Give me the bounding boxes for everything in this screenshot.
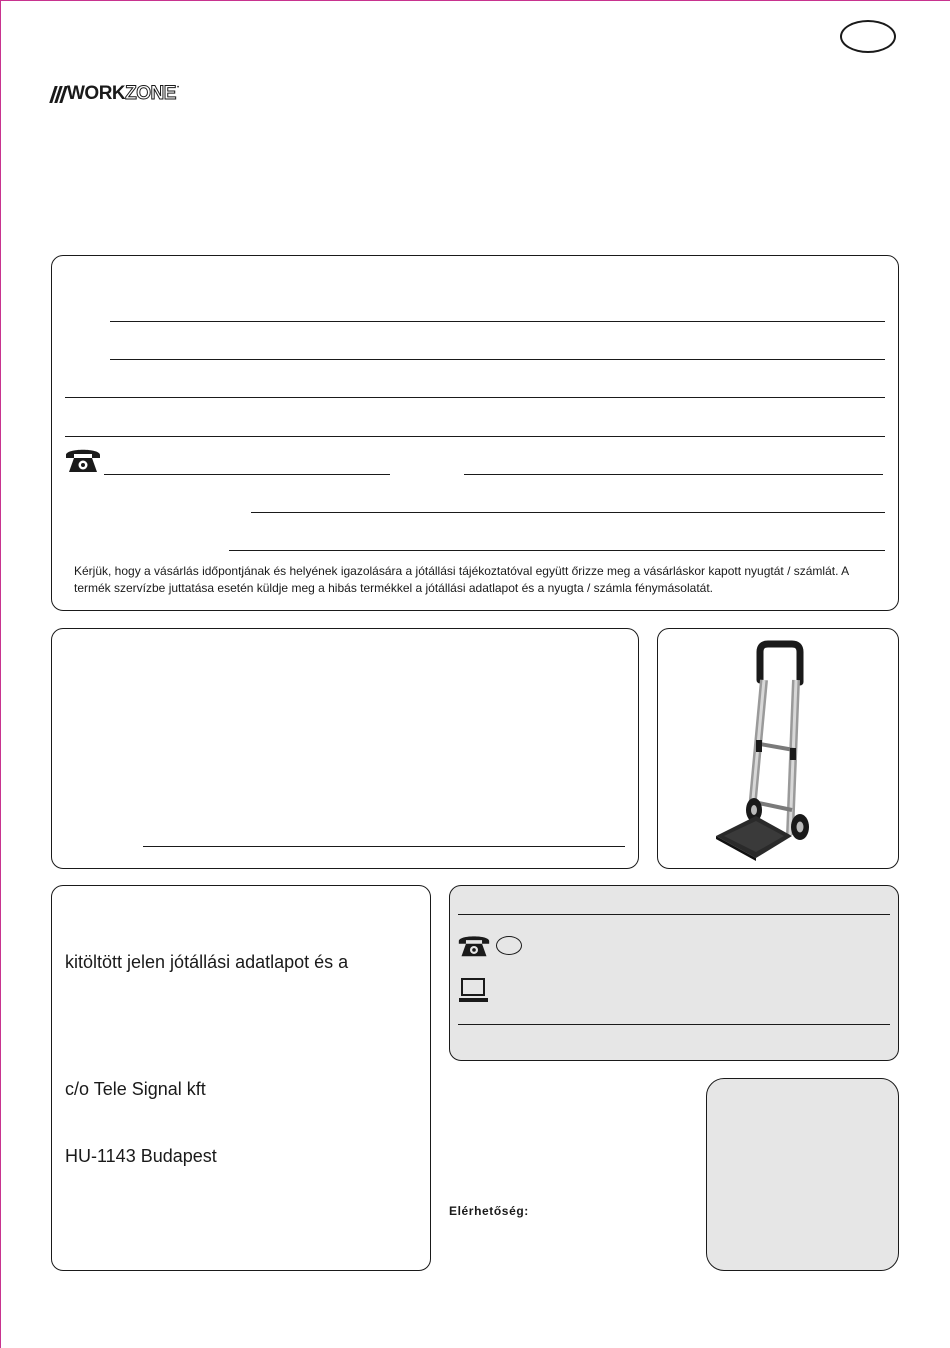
address-line-2: c/o Tele Signal kft [65,1079,206,1099]
laptop-icon [458,977,489,1004]
address-line-3: HU-1143 Budapest [65,1146,217,1166]
form-line-name[interactable] [110,321,885,322]
form-line-address-2[interactable] [65,397,885,398]
address-line-1: kitöltött jelen jótállási adatlapot és a [65,952,349,972]
logo-stripes-icon [52,86,65,103]
send-address-box [51,885,431,1271]
service-line-top [458,914,890,915]
form-line-address-3[interactable] [65,436,885,437]
service-contact-box [449,885,899,1061]
dealer-stamp-box [706,1078,899,1271]
form-line-purchase-date[interactable] [251,512,885,513]
page-edge-top [0,0,950,1]
contact-label: Elérhetőség: [449,1204,529,1218]
receipt-notice: Kérjük, hogy a vásárlás időpontjának és helyének igazolására a jótállási tájékoztatóval együtt őrizze meg a vásárláskor kapott nyugtát / számlát. A termék szervízbe juttatása esetén küldje meg a hibás termékkel a jótállási adatlapot és a nyugta / számla fénymásolatát. [74,564,849,595]
telephone-icon [64,446,102,474]
service-telephone-icon [457,933,491,958]
registered-mark: • [176,85,180,91]
form-line-address-1[interactable] [110,359,885,360]
country-code-oval [840,20,896,53]
logo-work-text: WORK [67,83,126,104]
form-line-signature[interactable] [143,846,625,847]
customer-form-box [51,255,899,611]
service-line-bottom [458,1024,890,1025]
logo-zone-text: ZONE [125,83,176,104]
hand-truck-image [712,640,822,862]
defect-description-box [51,628,639,869]
form-line-phone[interactable] [104,474,390,475]
workzone-logo [52,83,179,105]
form-line-purchase-place[interactable] [229,550,885,551]
page-edge-left [0,0,1,1348]
service-country-oval [496,936,522,955]
form-line-email[interactable] [464,474,883,475]
